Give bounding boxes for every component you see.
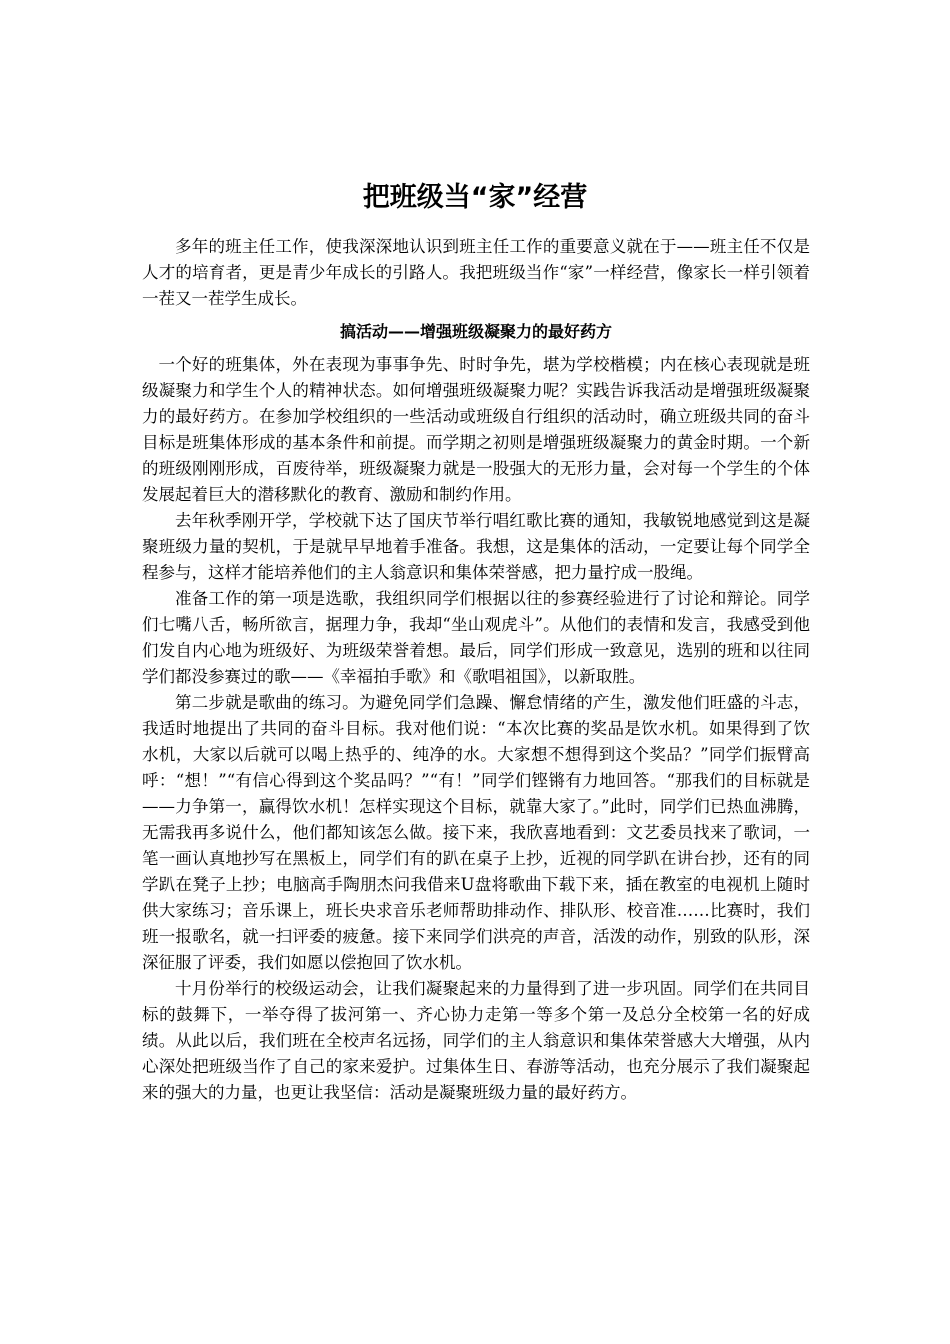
intro-paragraph: 多年的班主任工作，使我深深地认识到班主任工作的重要意义就在于——班主任不仅是人才的培育者，更是青少年成长的引路人。我把班级当作“家”一样经营，像家长一样引领着一茬又一茬学生成长。 xyxy=(142,237,810,308)
body-paragraph-4: 第二步就是歌曲的练习。为避免同学们急躁、懈怠情绪的产生，激发他们旺盛的斗志，我适时地提出了共同的奋斗目标。我对他们说：“本次比赛的奖品是饮水机。如果得到了饮水机，大家以后就可以喝上热乎的、纯净的水。大家想不想得到这个奖品？”同学们振臂高呼：“想！”“有信心得到这个奖品吗？”“有！”同学们铿锵有力地回答。“那我们的目标就是——力争第一，赢得饮水机！怎样实现这个目标，就靠大家了。”此时，同学们已热血沸腾，无需我再多说什么，他们都知该怎么做。接下来，我欣喜地看到：文艺委员找来了歌词，一笔一画认真地抄写在黑板上，同学们有的趴在桌子上抄，近视的同学趴在讲台抄，还有的同学趴在凳子上抄；电脑高手陶朋杰问我借来U盘将歌曲下载下来，插在教室的电视机上随时供大家练习；音乐课上，班长央求音乐老师帮助排动作、排队形、校音准……比赛时，我们班一报歌名，就一扫评委的疲惫。接下来同学们洪亮的声音，活泼的动作，别致的队形，深深征服了评委，我们如愿以偿抱回了饮水机。 xyxy=(142,693,810,972)
document-body xyxy=(142,234,810,1106)
body-paragraph-1: 一个好的班集体，外在表现为事事争先、时时争先，堪为学校楷模；内在核心表现就是班级凝聚力和学生个人的精神状态。如何增强班级凝聚力呢？实践告诉我活动是增强班级凝聚力的最好药方。在参加学校组织的一些活动或班级自行组织的活动时，确立班级共同的奋斗目标是班集体形成的基本条件和前提。而学期之初则是增强班级凝聚力的黄金时期。一个新的班级刚刚形成，百废待举，班级凝聚力就是一股强大的无形力量，会对每一个学生的个体发展起着巨大的潜移默化的教育、激励和制约作用。 xyxy=(142,355,810,504)
body-paragraph-3: 准备工作的第一项是选歌，我组织同学们根据以往的参赛经验进行了讨论和辩论。同学们七嘴八舌，畅所欲言，据理力争，我却“坐山观虎斗”。从他们的表情和发言，我感受到他们发自内心地为班级好、为班级荣誉着想。最后，同学们形成一致意见，选别的班和以往同学们都没参赛过的歌——《幸福拍手歌》和《歌唱祖国》，以新取胜。 xyxy=(142,589,810,686)
section-heading: 搞活动——增强班级凝聚力的最好药方 xyxy=(339,322,612,341)
document-title: 把班级当“家”经营 xyxy=(362,182,588,213)
body-paragraph-2: 去年秋季刚开学，学校就下达了国庆节举行唱红歌比赛的通知，我敏锐地感觉到这是凝聚班级力量的契机，于是就早早地着手准备。我想，这是集体的活动，一定要让每个同学全程参与，这样才能培养他们的主人翁意识和集体荣誉感，把力量拧成一股绳。 xyxy=(142,511,810,582)
body-paragraph-5: 十月份举行的校级运动会，让我们凝聚起来的力量得到了进一步巩固。同学们在共同目标的鼓舞下，一举夺得了拔河第一、齐心协力走第一等多个第一及总分全校第一名的好成绩。从此以后，我们班在全校声名远扬，同学们的主人翁意识和集体荣誉感大大增强，从内心深处把班级当作了自己的家来爱护。过集体生日、春游等活动，也充分展示了我们凝聚起来的强大的力量，也更让我坚信：活动是凝聚班级力量的最好药方。 xyxy=(142,979,810,1102)
